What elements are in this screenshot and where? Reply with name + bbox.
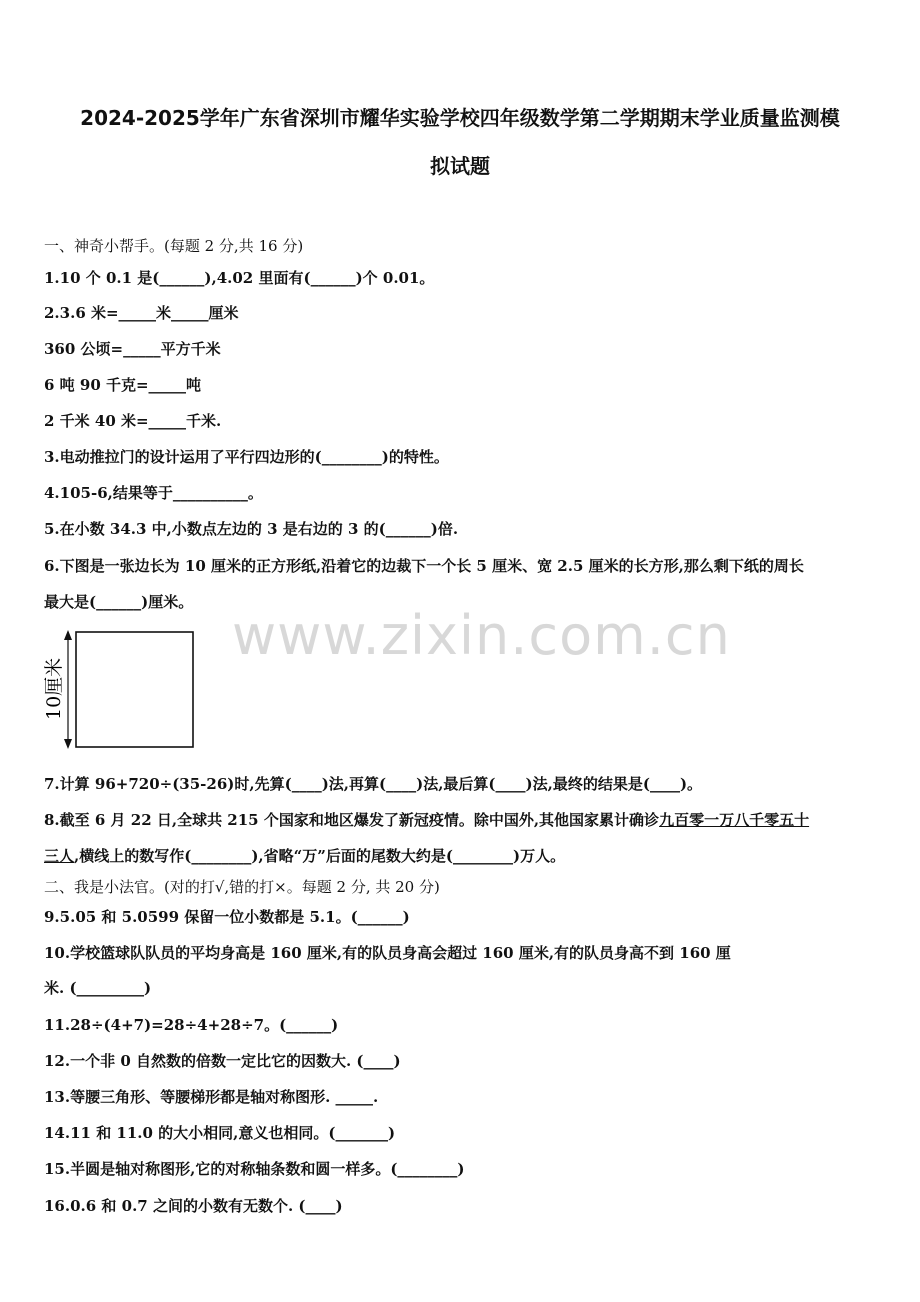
question-10-line-1: 10.学校篮球队队员的平均身高是 160 厘米,有的队员身高会超过 160 厘米,有的队员身高不到 160 厘 bbox=[44, 944, 731, 962]
question-7: 7.计算 96+720÷(35-26)时,先算(____)法,再算(____)法,最后算(____)法,最终的结果是(____)。 bbox=[44, 775, 703, 793]
dimension-arrow-top bbox=[64, 630, 72, 640]
dimension-arrow-bottom bbox=[64, 739, 72, 749]
question-5: 5.在小数 34.3 中,小数点左边的 3 是右边的 3 的(______)倍. bbox=[44, 520, 459, 538]
question-13: 13.等腰三角形、等腰梯形都是轴对称图形. _____. bbox=[44, 1088, 379, 1106]
square-paper-figure bbox=[40, 628, 210, 754]
page-title-line-2: 拟试题 bbox=[430, 154, 490, 178]
question-14: 14.11 和 11.0 的大小相同,意义也相同。(_______) bbox=[44, 1124, 396, 1142]
question-8-underlined-number-a: 九百零一万八千零五十 bbox=[659, 811, 810, 829]
question-2-part-a: 2.3.6 米=_____米_____厘米 bbox=[44, 304, 239, 322]
question-4: 4.105-6,结果等于__________。 bbox=[44, 484, 263, 502]
question-2-part-b: 360 公顷=_____平方千米 bbox=[44, 340, 221, 358]
section-2-heading: 二、我是小法官。(对的打√,错的打×。每题 2 分, 共 20 分) bbox=[44, 878, 440, 896]
question-8-text: 8.截至 6 月 22 日,全球共 215 个国家和地区爆发了新冠疫情。除中国外,其他国家累计确诊 bbox=[44, 811, 660, 829]
page-title-line-1: 2024-2025学年广东省深圳市耀华实验学校四年级数学第二学期期末学业质量监测模 bbox=[80, 106, 840, 130]
question-2-part-d: 2 千米 40 米=_____千米. bbox=[44, 412, 222, 430]
question-8-line-2 bbox=[44, 845, 565, 866]
question-1: 1.10 个 0.1 是(______),4.02 里面有(______)个 0.01。 bbox=[44, 269, 435, 287]
question-16: 16.0.6 和 0.7 之间的小数有无数个. (____) bbox=[44, 1197, 343, 1215]
question-12: 12.一个非 0 自然数的倍数一定比它的因数大. (____) bbox=[44, 1052, 401, 1070]
dimension-label: 10厘米 bbox=[43, 657, 65, 720]
question-15: 15.半圆是轴对称图形,它的对称轴条数和圆一样多。(________) bbox=[44, 1160, 465, 1178]
section-1-heading: 一、神奇小帮手。(每题 2 分,共 16 分) bbox=[44, 237, 304, 255]
question-6-line-2: 最大是(______)厘米。 bbox=[44, 593, 194, 611]
question-9: 9.5.05 和 5.0599 保留一位小数都是 5.1。(______) bbox=[44, 908, 410, 926]
question-2-part-c: 6 吨 90 千克=_____吨 bbox=[44, 376, 202, 394]
question-8-underlined-number-b: 三人 bbox=[44, 847, 75, 865]
question-6-line-1: 6.下图是一张边长为 10 厘米的正方形纸,沿着它的边裁下一个长 5 厘米、宽 2.5 厘米的长方形,那么剩下纸的周长 bbox=[44, 557, 804, 575]
question-8-text-end: ,横线上的数写作(________),省略“万”后面的尾数大约是(________)万人。 bbox=[74, 847, 566, 865]
square-outline bbox=[76, 632, 193, 747]
question-8-line-1 bbox=[44, 809, 809, 830]
question-11: 11.28÷(4+7)=28÷4+28÷7。(______) bbox=[44, 1016, 339, 1034]
question-3: 3.电动推拉门的设计运用了平行四边形的(________)的特性。 bbox=[44, 448, 449, 466]
watermark: www.zixin.com.cn bbox=[232, 604, 731, 667]
question-10-line-2: 米. (_________) bbox=[44, 979, 152, 997]
